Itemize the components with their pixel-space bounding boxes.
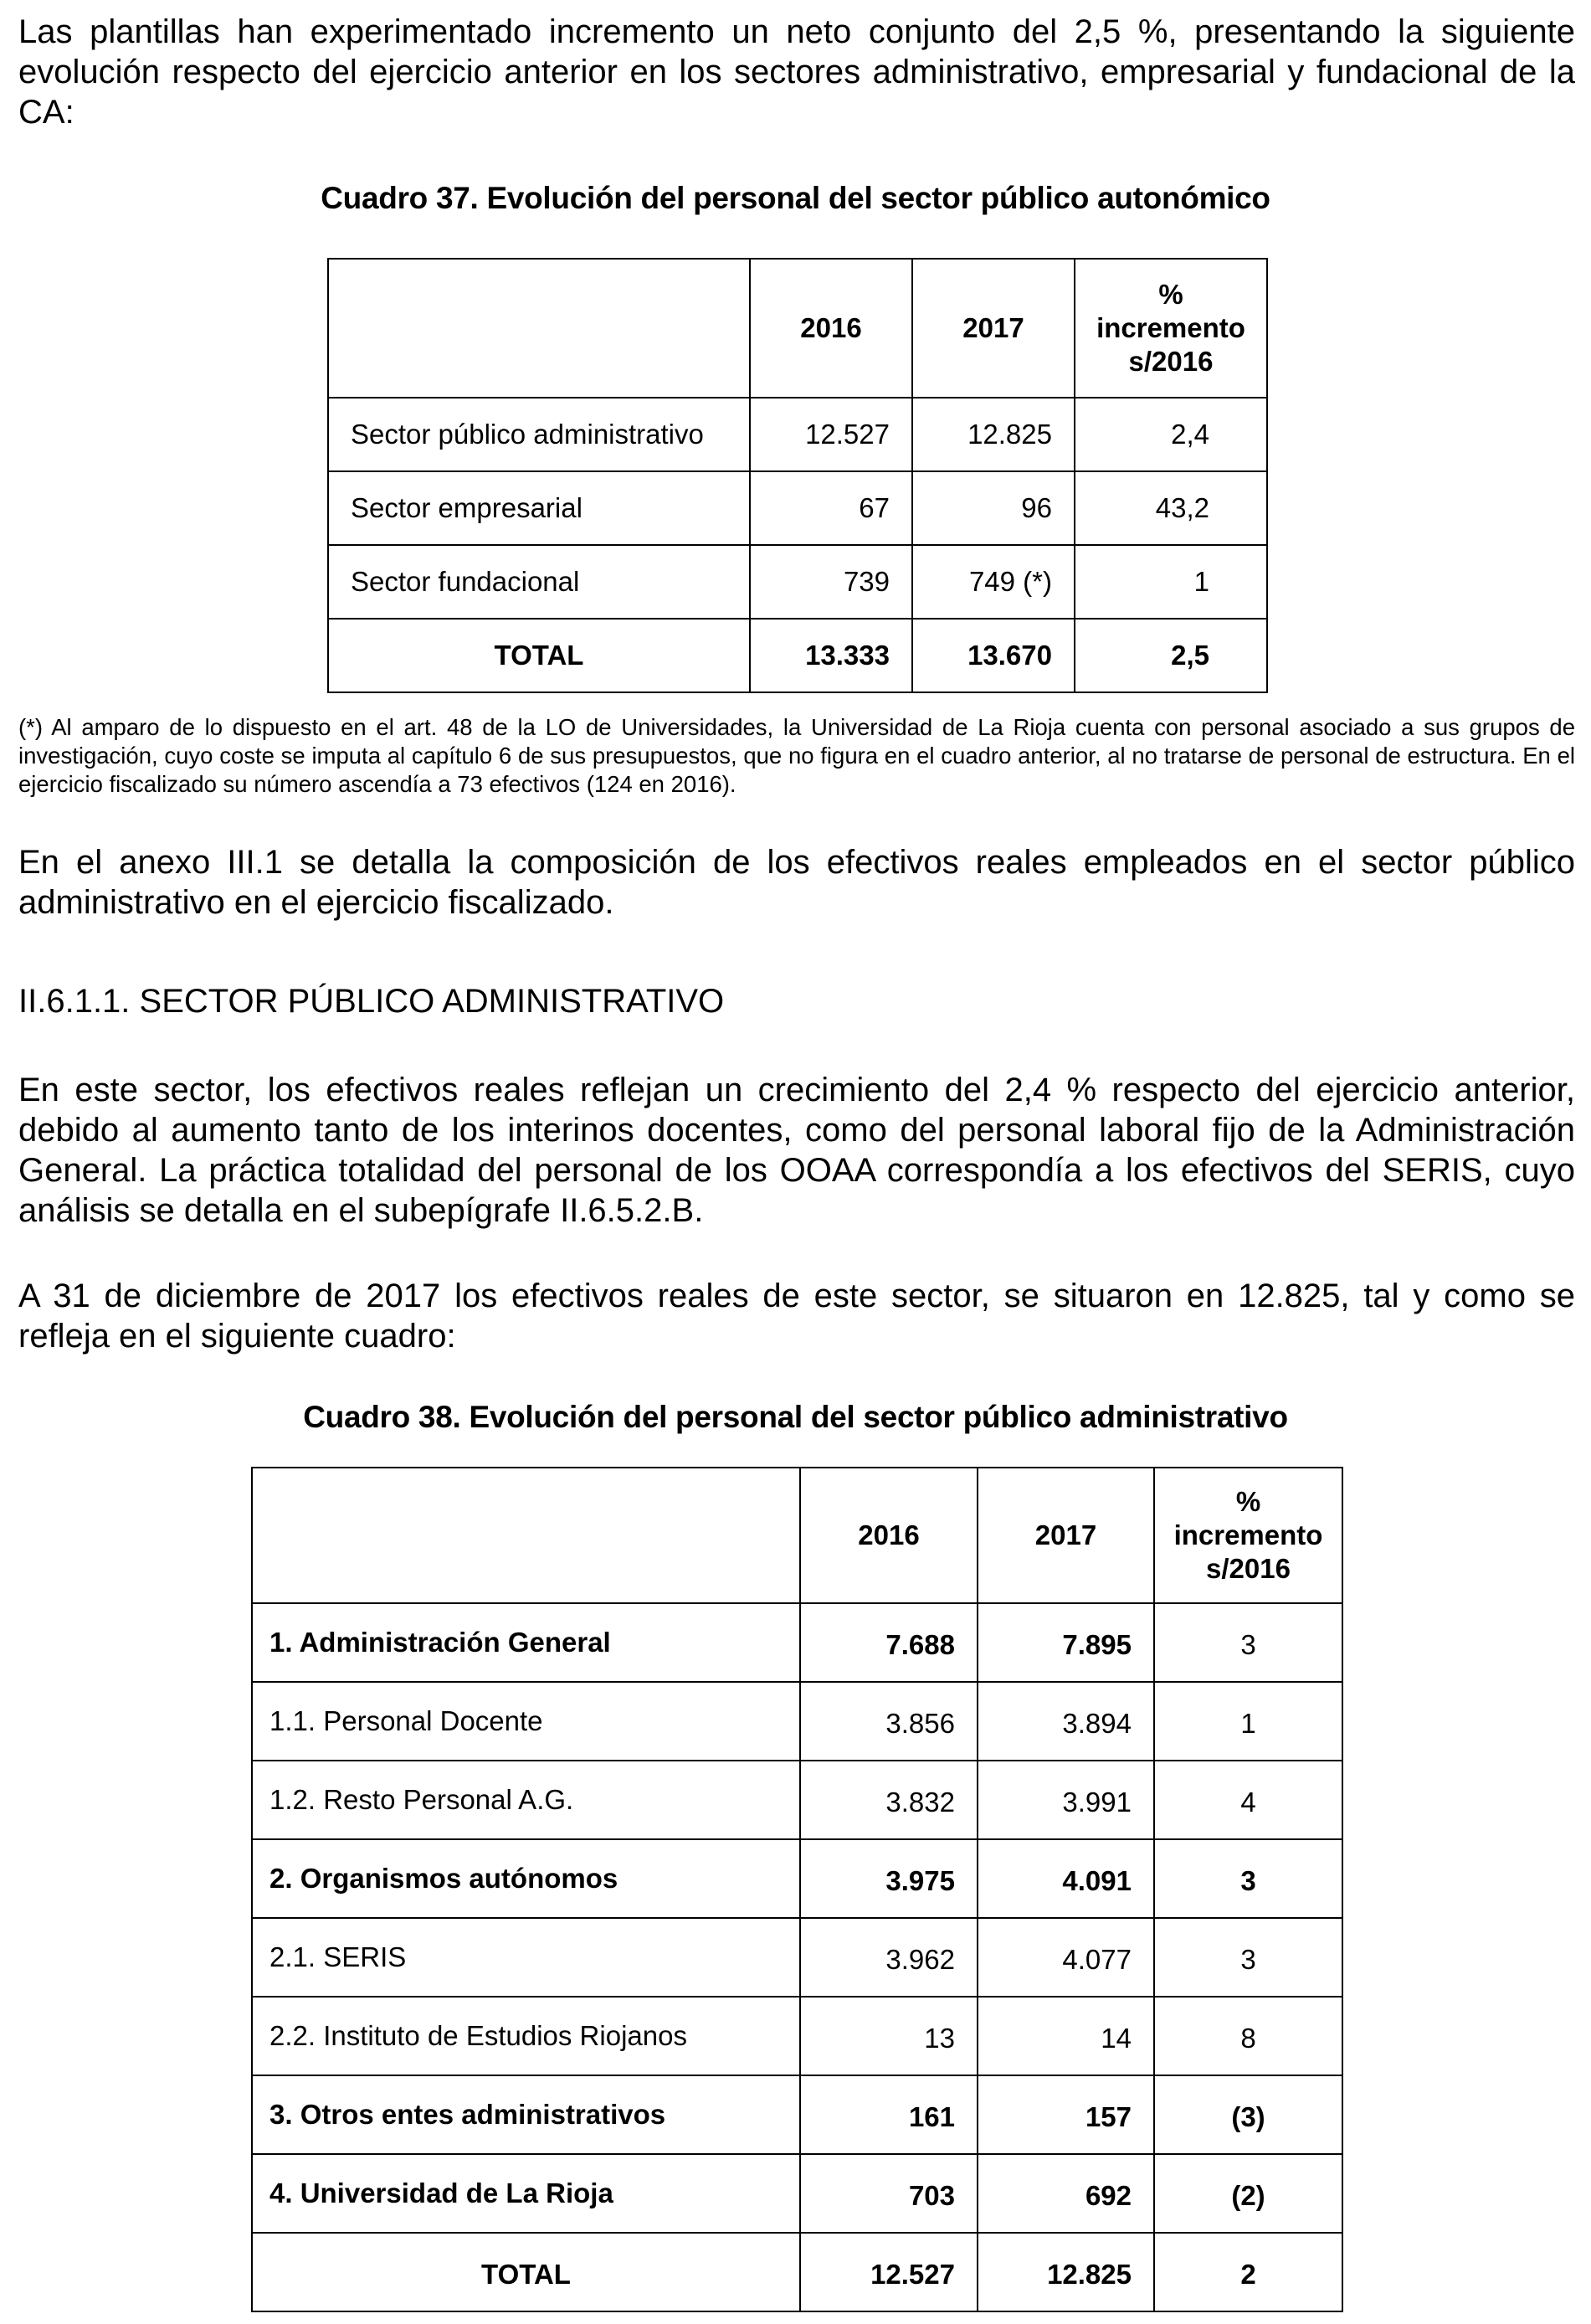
value-2017: 4.091 (978, 1839, 1154, 1918)
table-37 (327, 258, 1268, 693)
table-total-row (328, 619, 1267, 692)
table-row (252, 1918, 1342, 1997)
value-2017: 749 (*) (912, 545, 1075, 619)
row-label: 4. Universidad de La Rioja (252, 2154, 800, 2233)
header-label (328, 259, 750, 398)
value-increment: 43,2 (1075, 471, 1267, 545)
row-label: 1. Administración General (252, 1603, 800, 1682)
table-37-footnote: (*) Al amparo de lo dispuesto en el art. 48 de la LO de Universidades, la Universidad de La Rioja cuenta con personal asociado a sus grupos de investigación, cuyo coste se imputa al capítulo 6 de sus presupuestos, que no figura en el cuadro anterior, al no tratarse de personal de estructura. En el ejercicio fiscalizado su número ascendía a 73 efectivos (124 en 2016). (18, 714, 1575, 797)
value-2017: 14 (978, 1997, 1154, 2075)
row-label: 1.2. Resto Personal A.G. (252, 1761, 800, 1839)
row-label: 1.1. Personal Docente (252, 1682, 800, 1761)
value-2017: 3.991 (978, 1761, 1154, 1839)
value-2017: 692 (978, 2154, 1154, 2233)
value-2017: 157 (978, 2075, 1154, 2154)
table-row (252, 1603, 1342, 1682)
value-2017: 12.825 (978, 2233, 1154, 2311)
value-2016: 703 (800, 2154, 978, 2233)
header-2017: 2017 (978, 1468, 1154, 1603)
value-2016: 13 (800, 1997, 978, 2075)
row-label: 3. Otros entes administrativos (252, 2075, 800, 2154)
value-2016: 3.856 (800, 1682, 978, 1761)
value-increment: 3 (1154, 1839, 1342, 1918)
value-increment: 4 (1154, 1761, 1342, 1839)
value-increment: 3 (1154, 1603, 1342, 1682)
intro-paragraph: Las plantillas han experimentado incremento un neto conjunto del 2,5 %, presentando la siguiente evolución respecto del ejercicio anterior en los sectores administrativo, empresarial y fundacional de la CA: (18, 13, 1575, 131)
header-label (252, 1468, 800, 1603)
header-increment: % incremento s/2016 (1075, 259, 1267, 398)
value-increment: 2,5 (1075, 619, 1267, 692)
value-2016: 67 (750, 471, 912, 545)
value-2016: 3.832 (800, 1761, 978, 1839)
table-row (252, 2075, 1342, 2154)
value-2016: 3.975 (800, 1839, 978, 1918)
table-header-row (252, 1468, 1342, 1603)
row-label: 2.2. Instituto de Estudios Riojanos (252, 1997, 800, 2075)
row-label: 2.1. SERIS (252, 1918, 800, 1997)
value-2016: 12.527 (750, 398, 912, 471)
sector-paragraph: En este sector, los efectivos reales reflejan un crecimiento del 2,4 % respecto del ejercicio anterior, debido al aumento tanto de los interinos docentes, como del personal laboral fijo de la Administración General. La práctica totalidad del personal de los OOAA correspondía a los efectivos del SERIS, cuyo análisis se detalla en el subepígrafe II.6.5.2.B. (18, 1072, 1575, 1229)
value-increment: 1 (1075, 545, 1267, 619)
table-row (328, 471, 1267, 545)
table-38 (251, 1467, 1343, 2312)
table-row (252, 2154, 1342, 2233)
value-increment: (3) (1154, 2075, 1342, 2154)
row-label: Sector fundacional (328, 545, 750, 619)
table-row (328, 398, 1267, 471)
row-label: 2. Organismos autónomos (252, 1839, 800, 1918)
table-row (252, 1682, 1342, 1761)
value-2017: 3.894 (978, 1682, 1154, 1761)
table-total-row (252, 2233, 1342, 2311)
value-increment: 1 (1154, 1682, 1342, 1761)
section-heading: II.6.1.1. SECTOR PÚBLICO ADMINISTRATIVO (18, 983, 725, 1020)
header-2017: 2017 (912, 259, 1075, 398)
header-increment: % incremento s/2016 (1154, 1468, 1342, 1603)
value-2017: 13.670 (912, 619, 1075, 692)
table-38-caption: Cuadro 38. Evolución del personal del sector público administrativo (303, 1400, 1288, 1434)
header-2016: 2016 (800, 1468, 978, 1603)
value-2016: 12.527 (800, 2233, 978, 2311)
value-increment: (2) (1154, 2154, 1342, 2233)
value-increment: 3 (1154, 1918, 1342, 1997)
value-2016: 161 (800, 2075, 978, 2154)
row-label: TOTAL (328, 619, 750, 692)
row-label: TOTAL (252, 2233, 800, 2311)
table-row (328, 545, 1267, 619)
value-2016: 3.962 (800, 1918, 978, 1997)
table-row (252, 1997, 1342, 2075)
header-2016: 2016 (750, 259, 912, 398)
value-increment: 2,4 (1075, 398, 1267, 471)
table-37-caption: Cuadro 37. Evolución del personal del sector público autonómico (321, 181, 1270, 215)
value-2016: 7.688 (800, 1603, 978, 1682)
value-2016: 739 (750, 545, 912, 619)
table-row (252, 1839, 1342, 1918)
value-2017: 96 (912, 471, 1075, 545)
row-label: Sector público administrativo (328, 398, 750, 471)
value-2017: 4.077 (978, 1918, 1154, 1997)
row-label: Sector empresarial (328, 471, 750, 545)
value-2016: 13.333 (750, 619, 912, 692)
value-increment: 2 (1154, 2233, 1342, 2311)
table-header-row (328, 259, 1267, 398)
annex-paragraph: En el anexo III.1 se detalla la composición de los efectivos reales empleados en el sector público administrativo en el ejercicio fiscalizado. (18, 844, 1575, 921)
value-2017: 7.895 (978, 1603, 1154, 1682)
december-paragraph: A 31 de diciembre de 2017 los efectivos reales de este sector, se situaron en 12.825, tal y como se refleja en el siguiente cuadro: (18, 1278, 1575, 1355)
table-row (252, 1761, 1342, 1839)
value-2017: 12.825 (912, 398, 1075, 471)
value-increment: 8 (1154, 1997, 1342, 2075)
